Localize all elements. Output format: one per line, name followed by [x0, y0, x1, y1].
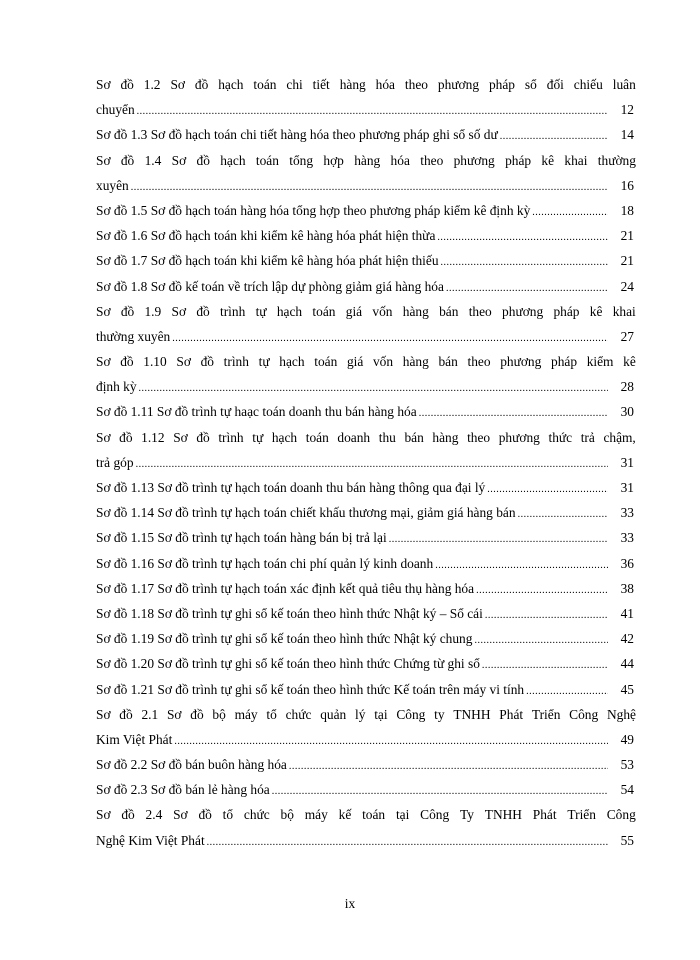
dot-leader: [446, 276, 608, 299]
toc-entry-word: toán: [312, 303, 336, 319]
toc-entry-title: chuyển: [96, 102, 135, 118]
toc-entry-word: đồ: [120, 77, 134, 92]
toc-entry-word: đồ: [200, 354, 214, 370]
toc-entry-word: Công: [606, 807, 636, 823]
toc-entry-word: Sơ: [171, 303, 187, 319]
dot-leader: [437, 225, 608, 248]
dot-leader: [289, 754, 608, 777]
toc-entry-word: hóa: [375, 77, 395, 92]
toc-entry-title: Sơ đồ 1.8 Sơ đồ kế toán về trích lập dự phòng giảm giá hàng hóa: [96, 278, 444, 294]
toc-entry-word: Sơ: [96, 303, 111, 319]
page-number: ix: [344, 896, 356, 911]
toc-entry-word: chi: [286, 77, 303, 92]
toc-entry-word: trình: [218, 429, 244, 445]
toc-entry-word: toán: [305, 429, 329, 445]
dot-leader: [207, 830, 608, 853]
toc-entry-line: [96, 525, 636, 550]
toc-entry-page: 14: [620, 127, 634, 143]
toc-entry-word: luân: [612, 77, 636, 92]
toc-entry-word: Sơ: [96, 354, 111, 370]
toc-entry-word: hạch: [276, 303, 303, 319]
toc-entry-page: 33: [620, 505, 634, 521]
toc-entry-word: theo: [468, 303, 492, 319]
toc-entry-page: 36: [620, 555, 634, 571]
toc-entry-word: hạch: [218, 77, 244, 92]
toc-entry-title: Sơ đồ 1.17 Sơ đồ trình tự hạch toán xác định kết quả tiêu thụ hàng hóa: [96, 580, 475, 596]
toc-entry-word: Phát: [499, 706, 524, 722]
toc-entry-title: Sơ đồ 1.7 Sơ đồ hạch toán khi kiểm kê hàng hóa phát hiện thiếu: [96, 253, 439, 269]
toc-entry-line: [96, 450, 636, 475]
toc-entry-word: toán: [314, 354, 338, 370]
toc-entry-word: Công: [569, 706, 599, 722]
toc-entry-word: toán: [255, 152, 279, 168]
toc-entry[interactable]: [96, 399, 636, 424]
toc-entry-line: [96, 752, 636, 777]
toc-entry-word: 2.1: [141, 706, 159, 722]
toc-entry-word: Triển: [567, 807, 596, 823]
toc-entry-word: Sơ: [96, 429, 111, 445]
toc-entry-word: chiếu: [573, 77, 603, 92]
toc-entry-line: [96, 727, 636, 752]
toc-entry[interactable]: [96, 601, 636, 626]
toc-entry-word: chậm,: [603, 429, 636, 445]
toc-entry-page: 53: [620, 757, 634, 773]
toc-entry-page: 21: [620, 253, 634, 269]
toc-entry-title: định kỳ: [96, 379, 137, 395]
toc-entry-word: 1.9: [144, 303, 162, 319]
toc-entry-word: 1.12: [141, 429, 165, 445]
toc-entry-line: [96, 248, 636, 273]
toc-entry-page: 12: [620, 102, 634, 118]
toc-entry-word: đồ: [120, 303, 135, 319]
toc-entry-word: vốn: [372, 303, 393, 319]
toc-entry-word: theo: [420, 152, 444, 168]
toc-entry-word: TNHH: [453, 706, 491, 722]
toc-entry-word: kê: [623, 354, 636, 370]
toc-entry-title: Sơ đồ 1.20 Sơ đồ trình tự ghi sổ kế toán theo hình thức Chứng từ ghi sổ: [96, 656, 480, 672]
dot-leader: [272, 779, 608, 802]
toc-entry-word: đồ: [121, 807, 135, 823]
dot-leader: [174, 729, 608, 752]
toc-entry-page: 16: [620, 177, 634, 193]
toc-entry-page: 55: [620, 832, 634, 848]
toc-entry-word: kế: [338, 807, 352, 823]
toc-entry-line: [96, 349, 636, 374]
dot-leader: [500, 124, 608, 147]
toc-entry-page: 49: [620, 731, 634, 747]
toc-entry-word: máy: [304, 807, 328, 823]
toc-entry-word: Triển: [531, 706, 561, 722]
toc-entry-word: tổng: [289, 152, 314, 168]
toc-entry-word: đối: [546, 77, 564, 92]
toc-entry-word: quản: [320, 706, 347, 722]
dot-leader: [136, 452, 608, 475]
toc-entry-title: Sơ đồ 1.16 Sơ đồ trình tự hạch toán chi phí quản lý kinh doanh: [96, 555, 434, 571]
toc-entry[interactable]: [96, 148, 636, 198]
toc-entry-word: 1.10: [143, 354, 167, 370]
toc-entry-title: Sơ đồ 2.3 Sơ đồ bán lẻ hàng hóa: [96, 782, 270, 798]
toc-entry-word: lý: [355, 706, 366, 722]
toc-entry-page: 24: [620, 278, 634, 294]
toc-entry-line: [96, 626, 636, 651]
toc-entry-word: đồ: [190, 706, 204, 722]
toc-entry-word: đồ: [119, 429, 133, 445]
toc-entry-word: chức: [243, 807, 270, 823]
toc-entry[interactable]: [96, 752, 636, 777]
toc-entry-line: [96, 198, 636, 223]
toc-entry-word: trả: [580, 429, 595, 445]
toc-entry-word: giá: [345, 303, 363, 319]
toc-entry-page: 27: [620, 328, 634, 344]
toc-entry-page: 38: [620, 580, 634, 596]
toc-entry-title: Sơ đồ 1.14 Sơ đồ trình tự hạch toán chiết khấu thương mại, giảm giá hàng bán: [96, 505, 516, 521]
toc-entry-word: giá: [346, 354, 364, 370]
dot-leader: [526, 679, 608, 702]
toc-entry-title: thường xuyên: [96, 328, 171, 344]
toc-entry-word: pháp: [505, 152, 532, 168]
toc-entry[interactable]: [96, 777, 636, 802]
toc-entry-word: vốn: [372, 354, 394, 370]
toc-entry-word: phương: [498, 429, 540, 445]
toc-entry-word: Phát: [532, 807, 557, 823]
toc-entry-line: [96, 802, 636, 827]
toc-entry-line: [96, 576, 636, 601]
toc-entry-word: TNHH: [484, 807, 522, 823]
toc-entry-line: [96, 374, 636, 399]
toc-entry-word: phương: [453, 152, 495, 168]
toc-entry-word: toán: [362, 807, 386, 823]
toc-entry-word: tại: [395, 807, 410, 823]
toc-entry-line: [96, 777, 636, 802]
toc-entry-line: [96, 500, 636, 525]
toc-entry-line: [96, 173, 636, 198]
toc-entry[interactable]: [96, 651, 636, 676]
toc-entry-word: đồ: [194, 77, 209, 92]
toc-entry[interactable]: [96, 525, 636, 550]
dot-leader: [441, 250, 608, 273]
toc-entry-line: [96, 399, 636, 424]
toc-entry-line: [96, 274, 636, 299]
toc-entry-word: kê: [589, 303, 603, 319]
toc-entry-word: pháp: [553, 303, 580, 319]
toc-entry-title: trả góp: [96, 454, 134, 470]
toc-entry-word: sổ: [524, 77, 537, 92]
toc-entry-word: pháp: [551, 354, 578, 370]
toc-entry-word: pháp: [488, 77, 515, 92]
toc-entry-word: bán: [439, 303, 459, 319]
toc-entry-word: hạch: [220, 152, 246, 168]
toc-entry-word: phương: [437, 77, 480, 92]
toc-entry-page: 30: [620, 404, 634, 420]
dot-leader: [139, 376, 608, 399]
toc-entry-word: đồ: [198, 807, 212, 823]
toc-entry-word: phương: [500, 354, 542, 370]
toc-entry-word: toán: [253, 77, 277, 92]
toc-entry-word: thu: [378, 429, 396, 445]
toc-entry-word: 2.4: [145, 807, 163, 823]
toc-entry-word: hợp: [323, 152, 344, 168]
toc-entry-word: Sơ: [96, 152, 111, 168]
dot-leader: [435, 553, 608, 576]
toc-entry-word: thức: [548, 429, 573, 445]
toc-entry[interactable]: [96, 72, 636, 122]
toc-entry-word: Sơ: [176, 354, 191, 370]
toc-entry-title: Sơ đồ 1.5 Sơ đồ hạch toán hàng hóa tổng hợp theo phương pháp kiểm kê định kỳ: [96, 202, 531, 218]
toc-entry-line: [96, 677, 636, 702]
toc-entry-word: bộ: [212, 706, 226, 722]
toc-entry-word: theo: [467, 429, 491, 445]
toc-entry-line: [96, 475, 636, 500]
toc-entry-word: Sơ: [166, 706, 182, 722]
toc-entry-word: trình: [220, 303, 246, 319]
dot-leader: [485, 603, 608, 626]
toc-entry-page: 54: [620, 782, 634, 798]
toc-entry-page: 41: [620, 605, 634, 621]
toc-entry-word: kê: [541, 152, 555, 168]
toc-entry[interactable]: [96, 274, 636, 299]
toc-entry-word: phương: [502, 303, 544, 319]
dot-leader: [172, 326, 608, 349]
toc-entry-line: [96, 223, 636, 248]
toc-entry-word: Sơ: [96, 77, 111, 92]
toc-entry-word: bán: [438, 354, 458, 370]
toc-entry-page: 31: [620, 480, 634, 495]
toc-entry-word: Sơ: [171, 152, 187, 168]
toc-entry-word: hạch: [279, 354, 305, 370]
toc-entry[interactable]: [96, 223, 636, 248]
toc-entry-word: hàng: [354, 152, 381, 168]
toc-entry-title: Sơ đồ 2.2 Sơ đồ bán buôn hàng hóa: [96, 757, 287, 773]
toc-entry-word: 1.4: [144, 152, 162, 168]
toc-entry-line: [96, 651, 636, 676]
toc-entry-title: Sơ đồ 1.18 Sơ đồ trình tự ghi sổ kế toán theo hình thức Nhật ký – Sổ cái: [96, 605, 483, 621]
toc-entry-word: đồ: [196, 152, 210, 168]
toc-entry-title: Sơ đồ 1.19 Sơ đồ trình tự ghi sổ kế toán theo hình thức Nhật ký chung: [96, 631, 473, 647]
toc-entry[interactable]: [96, 626, 636, 651]
toc-entry-word: thường: [597, 152, 636, 168]
dot-leader: [474, 628, 608, 651]
toc-entry-word: Sơ: [96, 807, 111, 823]
toc-entry-page: 28: [620, 379, 634, 395]
toc-entry[interactable]: [96, 475, 636, 500]
toc-entry-page: 21: [620, 228, 634, 244]
toc-entry-word: Ty: [460, 807, 474, 823]
dot-leader: [419, 401, 608, 424]
toc-entry-word: bán: [404, 429, 424, 445]
toc-entry-title: xuyên: [96, 177, 129, 193]
toc-entry-word: khai: [612, 303, 636, 319]
toc-entry-word: ty: [434, 706, 445, 722]
toc-entry-line: [96, 551, 636, 576]
toc-entry-line: [96, 828, 636, 853]
toc-entry-word: đồ: [119, 706, 133, 722]
toc-entry-word: tại: [374, 706, 388, 722]
table-of-figures: [96, 72, 636, 853]
toc-entry-line: [96, 122, 636, 147]
toc-entry-line: [96, 702, 636, 727]
toc-entry-title: Nghệ Kim Việt Phát: [96, 832, 205, 848]
toc-entry-word: trình: [223, 354, 249, 370]
toc-entry-word: tự: [258, 354, 270, 370]
dot-leader: [476, 578, 608, 601]
dot-leader: [482, 653, 608, 676]
toc-entry-word: hạch: [271, 429, 298, 445]
toc-entry-page: 44: [620, 656, 634, 672]
toc-entry-title: Sơ đồ 1.13 Sơ đồ trình tự hạch toán doanh thu bán hàng thông qua đại lý: [96, 480, 486, 495]
toc-entry-page: 31: [620, 454, 634, 470]
toc-entry-page: 42: [620, 631, 634, 647]
toc-entry[interactable]: [96, 802, 636, 852]
toc-entry-word: Công: [420, 807, 450, 823]
toc-entry[interactable]: [96, 349, 636, 399]
toc-entry-line: [96, 299, 636, 324]
toc-entry-word: tổ: [222, 807, 234, 823]
toc-entry-title: Sơ đồ 1.3 Sơ đồ hạch toán chi tiết hàng hóa theo phương pháp ghi sổ số dư: [96, 127, 498, 143]
dot-leader: [518, 502, 608, 525]
toc-entry-page: 45: [620, 681, 634, 697]
toc-entry-title: Sơ đồ 1.11 Sơ đồ trình tự haạc toán doanh thu bán hàng hóa: [96, 404, 417, 420]
toc-entry-word: Sơ: [173, 807, 188, 823]
toc-entry[interactable]: [96, 551, 636, 576]
toc-entry-word: tiết: [312, 77, 330, 92]
toc-entry[interactable]: [96, 198, 636, 223]
toc-entry-word: 1.2: [143, 77, 161, 92]
toc-entry-word: đồ: [120, 354, 134, 370]
toc-entry-word: đồ: [196, 303, 210, 319]
toc-entry-word: doanh: [337, 429, 371, 445]
toc-entry[interactable]: [96, 299, 636, 349]
toc-entry-title: Kim Việt Phát: [96, 731, 173, 747]
toc-entry-line: [96, 425, 636, 450]
toc-entry-word: hóa: [390, 152, 410, 168]
toc-entry-line: [96, 324, 636, 349]
toc-entry-word: hàng: [339, 77, 366, 92]
toc-entry-word: máy: [234, 706, 258, 722]
toc-entry[interactable]: [96, 425, 636, 475]
toc-entry-word: Sơ: [173, 429, 188, 445]
toc-entry-line: [96, 148, 636, 173]
toc-entry[interactable]: [96, 677, 636, 702]
toc-entry-word: khai: [564, 152, 588, 168]
toc-entry-word: theo: [404, 77, 428, 92]
dot-leader: [487, 477, 608, 500]
toc-entry[interactable]: [96, 248, 636, 273]
toc-entry-line: [96, 72, 636, 97]
toc-entry-word: Nghệ: [606, 706, 636, 722]
toc-entry-line: [96, 97, 636, 122]
toc-entry-word: đồ: [120, 152, 135, 168]
dot-leader: [137, 99, 608, 122]
toc-entry-word: hàng: [432, 429, 459, 445]
toc-entry-word: tự: [255, 303, 267, 319]
toc-entry-title: Sơ đồ 1.21 Sơ đồ trình tự ghi sổ kế toán theo hình thức Kế toán trên máy vi tính: [96, 681, 525, 697]
toc-entry[interactable]: [96, 122, 636, 147]
toc-entry-word: bộ: [280, 807, 294, 823]
toc-entry-word: kiểm: [586, 354, 614, 370]
toc-entry-word: đồ: [196, 429, 210, 445]
toc-entry-line: [96, 601, 636, 626]
toc-entry-word: chức: [285, 706, 312, 722]
toc-entry-title: Sơ đồ 1.6 Sơ đồ hạch toán khi kiểm kê hàng hóa phát hiện thừa: [96, 228, 436, 244]
toc-entry-title: Sơ đồ 1.15 Sơ đồ trình tự hạch toán hàng bán bị trả lại: [96, 530, 387, 546]
toc-entry-page: 18: [620, 202, 634, 218]
toc-entry-word: theo: [467, 354, 491, 370]
toc-entry-word: Sơ: [96, 706, 111, 722]
toc-entry-page: 33: [620, 530, 634, 546]
toc-entry-word: tổ: [266, 706, 277, 722]
toc-entry-word: hàng: [402, 354, 429, 370]
toc-entry-word: Sơ: [170, 77, 185, 92]
toc-entry-word: hàng: [402, 303, 429, 319]
dot-leader: [131, 175, 608, 198]
toc-entry[interactable]: [96, 702, 636, 752]
toc-entry-word: tự: [252, 429, 264, 445]
dot-leader: [389, 527, 608, 550]
toc-entry[interactable]: [96, 576, 636, 601]
toc-entry-word: Công: [396, 706, 426, 722]
dot-leader: [532, 200, 608, 223]
toc-entry[interactable]: [96, 500, 636, 525]
